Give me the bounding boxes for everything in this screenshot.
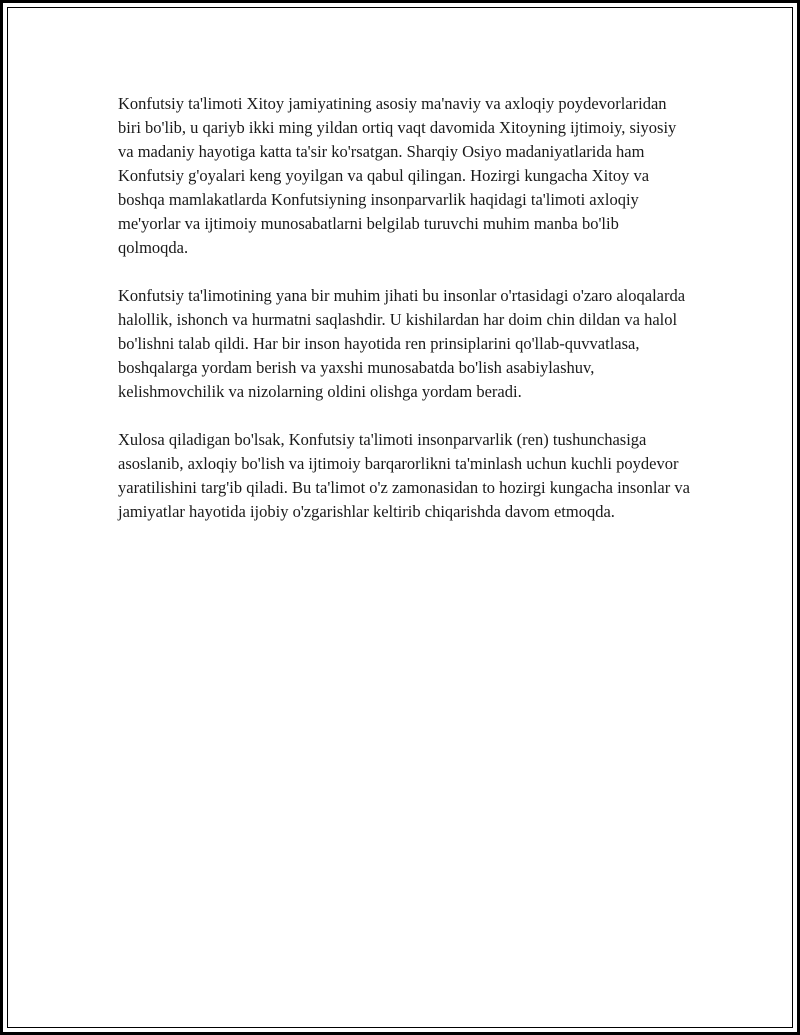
paragraph-2: Konfutsiy ta'limotining yana bir muhim jihati bu insonlar o'rtasidagi o'zaro aloqalarda halollik, ishonch va hurmatni saqlashdir. U kishilardan har doim chin dildan va halol bo'lishni talab qildi. Har bir inson hayotida ren prinsiplarini qo'llab-quvvatlasa, boshqalarga yordam berish va yaxshi munosabatda bo'lish asabiylashuv, kelishmovchilik va nizolarning oldini olishga yordam beradi. [118, 286, 686, 401]
paragraph-1: Konfutsiy ta'limoti Xitoy jamiyatining asosiy ma'naviy va axloqiy poydevorlaridan biri bo'lib, u qariyb ikki ming yildan ortiq vaqt davomida Xitoyning ijtimoiy, siyosiy va madaniy hayotiga katta ta'sir ko'rsatgan. Sharqiy Osiyo madaniyatlarida ham Konfutsiy g'oyalari keng yoyilgan va qabul qilingan. Hozirgi kungacha Xitoy va boshqa mamlakatlarda Konfutsiyning insonparvarlik haqidagi ta'limoti axloqiy me'yorlar va ijtimoiy munosabatlarni belgilab turuvchi muhim manba bo'lib qolmoqda. [118, 94, 677, 257]
paragraph-3: Xulosa qiladigan bo'lsak, Konfutsiy ta'limoti insonparvarlik (ren) tushunchasiga asoslanib, axloqiy bo'lish va ijtimoiy barqarorlikni ta'minlash uchun kuchli poydevor yaratilishini targ'ib qiladi. Bu ta'limot o'z zamonasidan to hozirgi kungacha insonlar va jamiyatlar hayotida ijobiy o'zgarishlar keltirib chiqarishda davom etmoqda. [118, 430, 690, 521]
document-body [118, 92, 690, 548]
